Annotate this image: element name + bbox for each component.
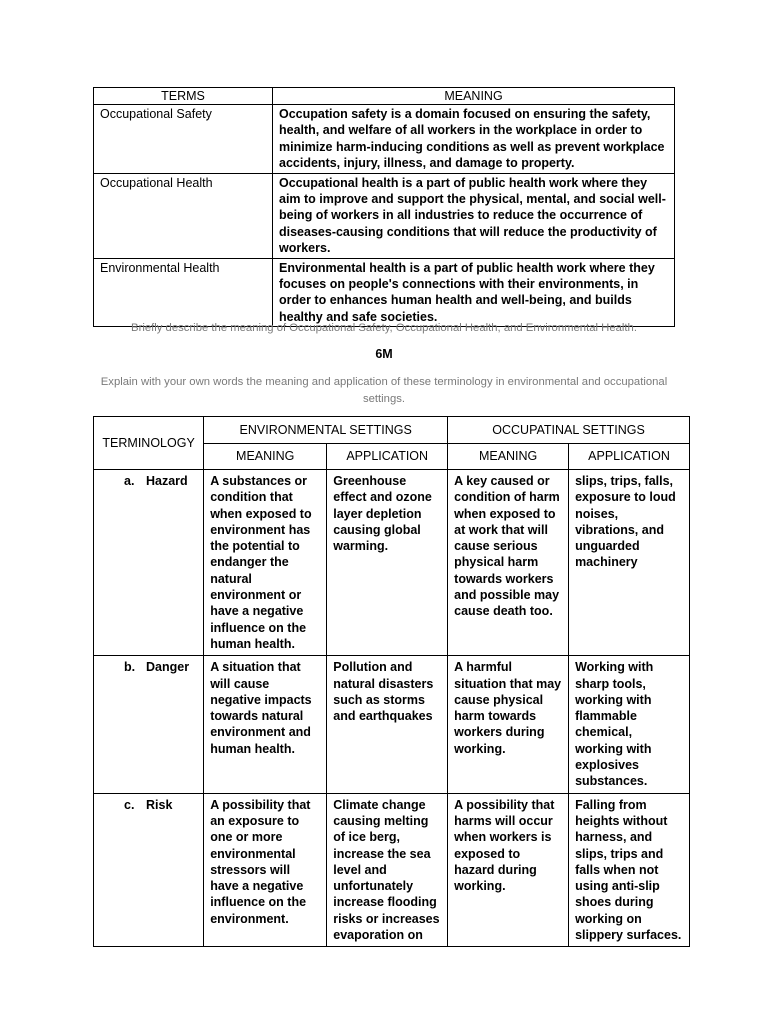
terminology-table <box>93 416 690 947</box>
terms-meaning-table <box>93 87 675 327</box>
env-application-cell: Greenhouse effect and ozone layer depletion causing global warming. <box>327 470 448 656</box>
env-meaning-cell: A possibility that an exposure to one or more environmental stressors will have a negative influence on the environment. <box>204 793 327 947</box>
terminology-term: Risk <box>146 797 173 812</box>
meaning-cell: Occupation safety is a domain focused on ensuring the safety, health, and welfare of all workers in the workplace in order to minimize harm-inducing conditions as well as prevent workplace accidents, injury, illness, and damage to property. <box>273 105 675 174</box>
env-application-header: APPLICATION <box>327 443 448 470</box>
env-meaning-cell: A situation that will cause negative impacts towards natural environment and human health. <box>204 656 327 793</box>
env-meaning-cell: A substances or condition that when exposed to environment has the potential to endanger the natural environment or have a negative influence on the human health. <box>204 470 327 656</box>
meaning-header: MEANING <box>273 88 675 105</box>
table-row <box>94 173 675 258</box>
env-application-cell: Climate change causing melting of ice berg, increase the sea level and unfortunately increase flooding risks or increases evaporation on <box>327 793 448 947</box>
terms-header: TERMS <box>94 88 273 105</box>
term-cell: Environmental Health <box>94 258 273 327</box>
row-label: b. <box>124 660 136 675</box>
table-row <box>94 793 690 947</box>
occ-meaning-cell: A key caused or condition of harm when exposed to at work that will cause serious physical harm towards workers and possible may cause death too. <box>448 470 569 656</box>
terminology-header: TERMINOLOGY <box>94 417 204 470</box>
meaning-cell: Occupational health is a part of public health work where they aim to improve and support the physical, mental, and social well-being of workers in all industries to reduce the occurrence of diseases-causing conditions that will reduce the productivity of workers. <box>273 173 675 258</box>
terminology-term: Hazard <box>146 474 188 488</box>
term-cell: Occupational Health <box>94 173 273 258</box>
meaning-cell: Environmental health is a part of public health work where they focuses on people's connections with their environments, in order to enhances human health and well-being, and builds healthy and safe societies. <box>273 258 675 327</box>
marks-label: 6M <box>375 347 393 361</box>
term-cell: Occupational Safety <box>94 105 273 174</box>
occ-meaning-cell: A harmful situation that may cause physical harm towards workers during working. <box>448 656 569 793</box>
table-row <box>94 105 675 174</box>
occ-application-header: APPLICATION <box>569 443 690 470</box>
occ-meaning-cell: A possibility that harms will occur when workers is exposed to hazard during working. <box>448 793 569 947</box>
table-header-row <box>94 417 690 444</box>
terminology-cell <box>94 656 204 793</box>
occ-application-cell: slips, trips, falls, exposure to loud noises, vibrations, and unguarded machinery <box>569 470 690 656</box>
terminology-term: Danger <box>146 660 190 675</box>
environmental-settings-header: ENVIRONMENTAL SETTINGS <box>204 417 448 444</box>
occ-application-cell: Working with sharp tools, working with flammable chemical, working with explosives substances. <box>569 656 690 793</box>
table-header-row <box>94 88 675 105</box>
instruction-text: Explain with your own words the meaning and application of these terminology in environmental and occupational settings. <box>100 376 668 405</box>
table-row <box>94 656 690 793</box>
occ-application-cell: Falling from heights without harness, and slips, trips and falls when not using anti-slip shoes during working on slippery surfaces. <box>569 793 690 947</box>
instruction-text: Briefly describe the meaning of Occupational Safety, Occupational Health, and Environmental Health. <box>131 322 637 334</box>
row-label: c. <box>124 797 135 812</box>
env-meaning-header: MEANING <box>204 443 327 470</box>
table-row <box>94 470 690 656</box>
env-application-cell: Pollution and natural disasters such as storms and earthquakes <box>327 656 448 793</box>
table-row <box>94 258 675 327</box>
terminology-cell <box>94 793 204 947</box>
occupational-settings-header: OCCUPATINAL SETTINGS <box>448 417 690 444</box>
row-label: a. <box>124 474 135 488</box>
occ-meaning-header: MEANING <box>448 443 569 470</box>
terminology-cell <box>94 470 204 656</box>
